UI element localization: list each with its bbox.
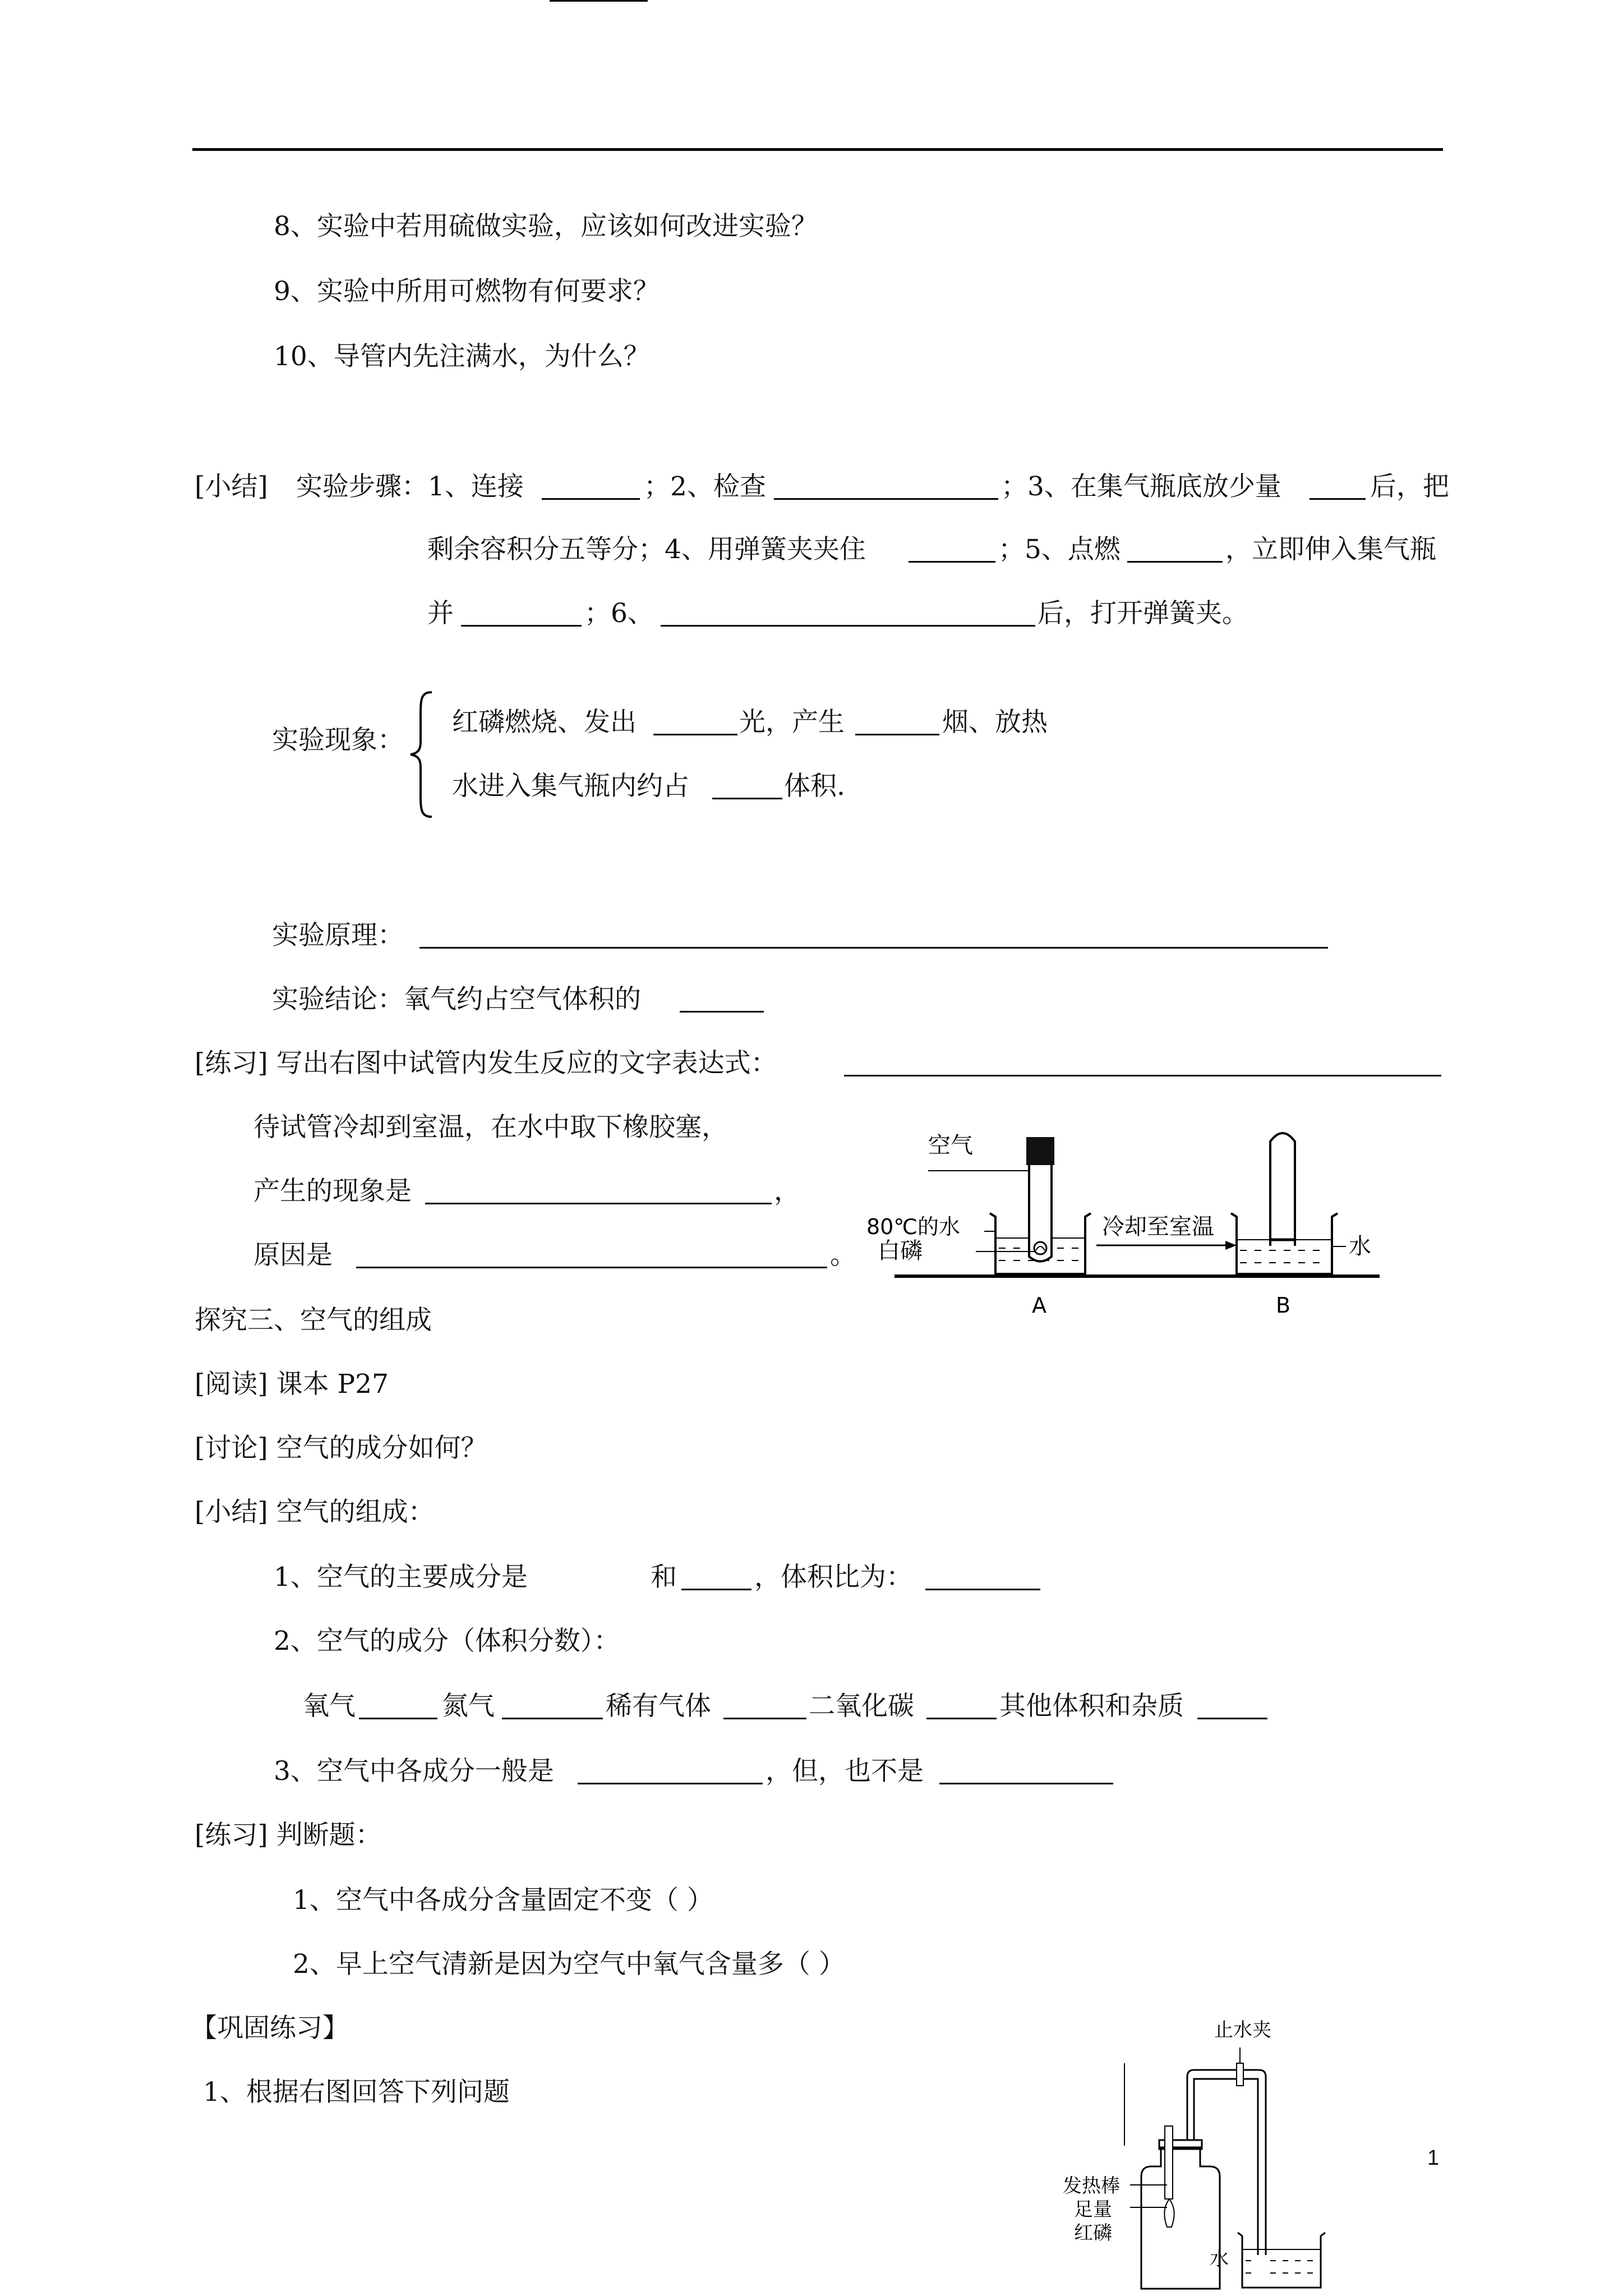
practice-1-line-4-end: 。: [830, 1240, 856, 1271]
label-clip: 止水夹: [1214, 2019, 1271, 2041]
label-water-80: 80℃的水: [866, 1214, 961, 1239]
phenomenon-line-1-end: 烟、放热: [942, 707, 1048, 738]
summary-line-3: 并: [427, 598, 454, 629]
component-rare-gas: 稀有气体: [606, 1691, 711, 1722]
blank-rare-gas: [723, 1718, 806, 1719]
practice-1-line-3-end: ，: [774, 1176, 800, 1207]
summary-step-6: ；6、: [584, 598, 654, 629]
blank-expression: [844, 1075, 1441, 1076]
blank-check: [774, 498, 998, 500]
label-water: 水: [1210, 2248, 1229, 2270]
principle-label: 实验原理：: [272, 920, 404, 951]
label-water: 水: [1349, 1234, 1371, 1259]
summary-step-4: 剩余容积分五等分；4、用弹簧夹夹住: [427, 534, 866, 565]
item-3: 3、空气中各成分一般是: [274, 1756, 554, 1787]
label-b: B: [1276, 1293, 1291, 1318]
question-9: 9、实验中所用可燃物有何要求？: [274, 276, 660, 307]
summary-step-6-end: 后，打开弹簧夹。: [1038, 598, 1248, 629]
blank-co2: [926, 1718, 997, 1719]
practice-1-line-1: [练习] 写出右图中试管内发生反应的文字表达式：: [195, 1048, 777, 1079]
label-heating-rod: 发热棒: [1063, 2175, 1120, 2197]
blank-ratio: [925, 1589, 1040, 1590]
phenomenon-line-2-end: 体积.: [784, 771, 845, 802]
blank-step-6: [661, 625, 1035, 627]
blank-nitrogen: [502, 1718, 603, 1719]
page-number: 1: [1427, 2146, 1440, 2170]
summary-composition: [小结] 空气的组成：: [195, 1497, 435, 1527]
brace-icon: [408, 690, 434, 819]
blank-clip: [909, 561, 995, 563]
blank-smoke: [855, 734, 939, 735]
practice-1-line-4: 原因是: [253, 1240, 333, 1271]
item-2: 2、空气的成分（体积分数）：: [274, 1626, 620, 1657]
item-1-and: 和: [651, 1562, 677, 1593]
component-nitrogen: 氮气: [442, 1691, 495, 1722]
label-red-phosphorus: 红磷: [1074, 2222, 1112, 2244]
label-enough: 足量: [1074, 2198, 1112, 2221]
blank-bottom-substance: [1310, 498, 1366, 500]
label-a: A: [1032, 1293, 1046, 1318]
blank-main-2: [681, 1589, 751, 1590]
summary-step-2: ；2、检查: [644, 471, 766, 502]
judge-title: [练习] 判断题：: [195, 1820, 382, 1851]
read-textbook: [阅读] 课本 P27: [195, 1369, 389, 1400]
component-oxygen: 氧气: [303, 1691, 356, 1722]
discuss: [讨论] 空气的成分如何？: [195, 1433, 487, 1464]
blank-reason: [356, 1267, 827, 1268]
blank-main-1: [550, 0, 648, 2]
label-cool-down: 冷却至室温: [1102, 1214, 1214, 1240]
label-white-phosphorus: 白磷: [878, 1238, 923, 1264]
label-air: 空气: [928, 1133, 973, 1158]
blank-principle: [419, 947, 1328, 949]
blank-other: [1197, 1718, 1267, 1719]
summary-step-3-end: 后，把: [1370, 471, 1449, 502]
question-8: 8、实验中若用硫做实验，应该如何改进实验？: [274, 211, 818, 242]
blank-volume: [712, 798, 782, 799]
summary-step-3: ；3、在集气瓶底放少量: [1001, 471, 1281, 502]
item-1-ratio: ，体积比为：: [754, 1562, 912, 1593]
blank-not: [939, 1783, 1113, 1784]
section-3-title: 探究三、空气的组成: [195, 1305, 432, 1336]
summary-prefix: [小结]: [195, 471, 268, 502]
blank-and: [461, 625, 582, 627]
phenomenon-line-1: 红磷燃烧、发出: [452, 707, 637, 738]
component-co2: 二氧化碳: [809, 1691, 914, 1722]
item-3-but: ，但，也不是: [766, 1756, 924, 1787]
question-10: 10、导管内先注满水，为什么？: [274, 341, 650, 372]
summary-step-5-end: ，立即伸入集气瓶: [1225, 534, 1436, 565]
blank-connect: [542, 498, 640, 500]
phenomenon-label: 实验现象：: [272, 725, 404, 756]
blank-generally: [578, 1783, 763, 1784]
summary-step-1: 实验步骤：1、连接: [296, 471, 524, 502]
header-rule: [192, 148, 1443, 151]
judge-item-1: 1、空气中各成分含量固定不变（ ）: [293, 1885, 713, 1916]
conclusion-label: 实验结论：氧气约占空气体积的: [272, 984, 641, 1015]
blank-light: [653, 734, 737, 735]
blank-phenomenon: [425, 1203, 772, 1204]
component-other: 其他体积和杂质: [999, 1691, 1184, 1722]
practice-1-line-3: 产生的现象是: [253, 1176, 412, 1207]
beaker-experiment-figure: [866, 1114, 1391, 1321]
bottle-experiment-figure: [1057, 2014, 1338, 2294]
blank-ignite: [1127, 561, 1223, 563]
summary-step-5: ；5、点燃: [998, 534, 1121, 565]
blank-oxygen: [359, 1718, 437, 1719]
phenomenon-line-1-mid: 光，产生: [739, 707, 845, 738]
practice-1-line-2: 待试管冷却到室温，在水中取下橡胶塞，: [253, 1112, 728, 1143]
blank-conclusion: [680, 1011, 764, 1013]
item-1: 1、空气的主要成分是: [274, 1562, 528, 1593]
consolidate-title: 【巩固练习】: [191, 2013, 349, 2044]
phenomenon-line-2: 水进入集气瓶内约占: [452, 771, 689, 802]
consolidate-question-1: 1、根据右图回答下列问题: [203, 2077, 510, 2108]
judge-item-2: 2、早上空气清新是因为空气中氧气含量多（ ）: [293, 1949, 845, 1980]
